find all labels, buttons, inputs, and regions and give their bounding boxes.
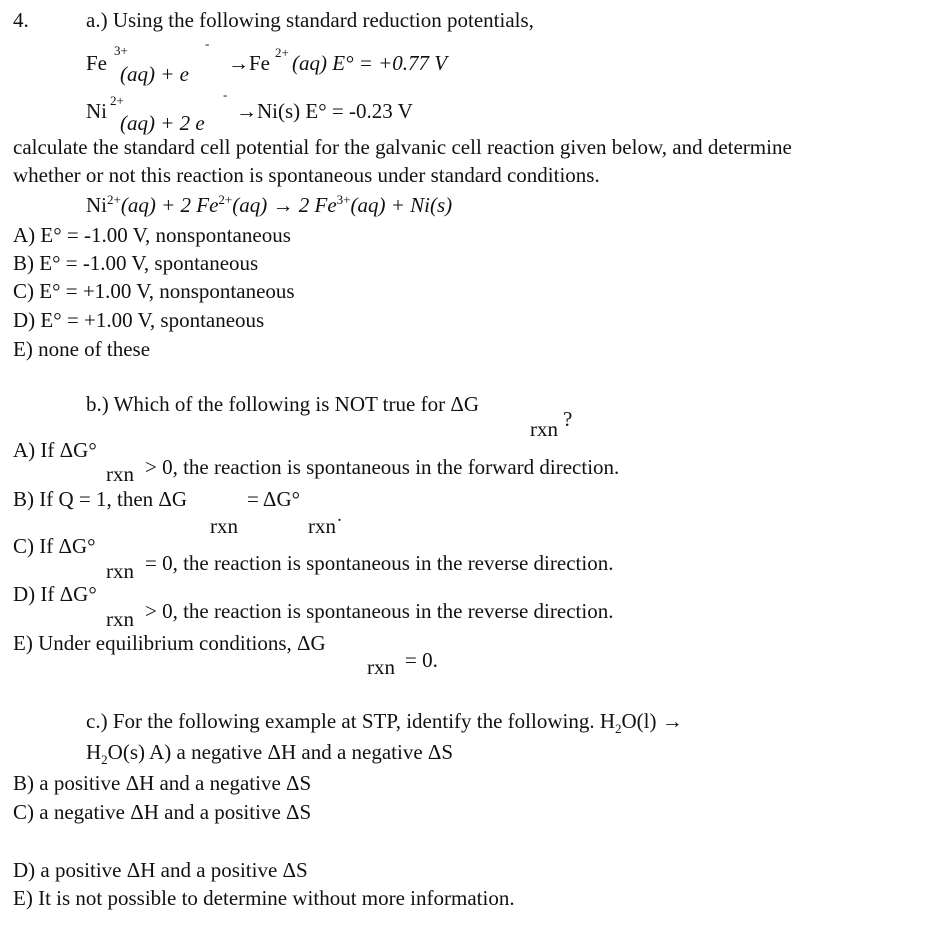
part-a-prompt: a.) Using the following standard reduction potentials, xyxy=(86,8,534,32)
part-c-choice-d[interactable]: D) a positive ΔH and a positive ΔS xyxy=(13,858,308,882)
question-number: 4. xyxy=(13,8,29,32)
part-c-line-2: $H_2O(s)$ A) a negative ΔH and a negative ΔS xyxy=(86,740,454,768)
part-a-instruction-2: whether or not this reaction is spontaneous under standard conditions. xyxy=(13,163,600,187)
part-c-choice-b[interactable]: B) a positive ΔH and a negative ΔS xyxy=(13,771,312,795)
part-c-choice-e[interactable]: E) It is not possible to determine without more information. xyxy=(13,886,515,910)
cell-reaction: $Ni^{2+}(aq) + 2$ $Fe^{2+}(aq) \to 2$ $Fe^{3+}(aq) + Ni(s)$ xyxy=(86,192,453,217)
part-b-choice-b[interactable]: B) If Q = 1, then ΔG xyxy=(13,487,188,511)
part-a-choice-d[interactable]: D) E° = +1.00 V, spontaneous xyxy=(13,308,265,332)
part-b-rxn-subscript: rxn xyxy=(530,417,558,441)
part-b-question-mark: ? xyxy=(563,407,573,431)
part-b-prompt: b.) Which of the following is NOT true for ΔG xyxy=(86,392,479,416)
part-a-choice-e[interactable]: E) none of these xyxy=(13,337,151,361)
part-b-choice-e[interactable]: E) Under equilibrium conditions, ΔG xyxy=(13,631,326,655)
part-a-choice-b[interactable]: B) E° = -1.00 V, spontaneous xyxy=(13,251,259,275)
part-b-choice-c[interactable]: C) If ΔG° xyxy=(13,534,96,558)
part-a-choice-c[interactable]: C) E° = +1.00 V, nonspontaneous xyxy=(13,279,295,303)
part-a-choice-a[interactable]: A) E° = -1.00 V, nonspontaneous xyxy=(13,223,291,247)
part-b-choice-d[interactable]: D) If ΔG° xyxy=(13,582,97,606)
part-a-instruction-1: calculate the standard cell potential for the galvanic cell reaction given below, and determine xyxy=(13,135,792,159)
part-b-choice-a[interactable]: A) If ΔG° xyxy=(13,438,97,462)
part-c-prompt: c.) For the following example at STP, identify the following. $H_2O(l)$ → xyxy=(86,709,683,737)
part-c-choice-c[interactable]: C) a negative ΔH and a positive ΔS xyxy=(13,800,312,824)
